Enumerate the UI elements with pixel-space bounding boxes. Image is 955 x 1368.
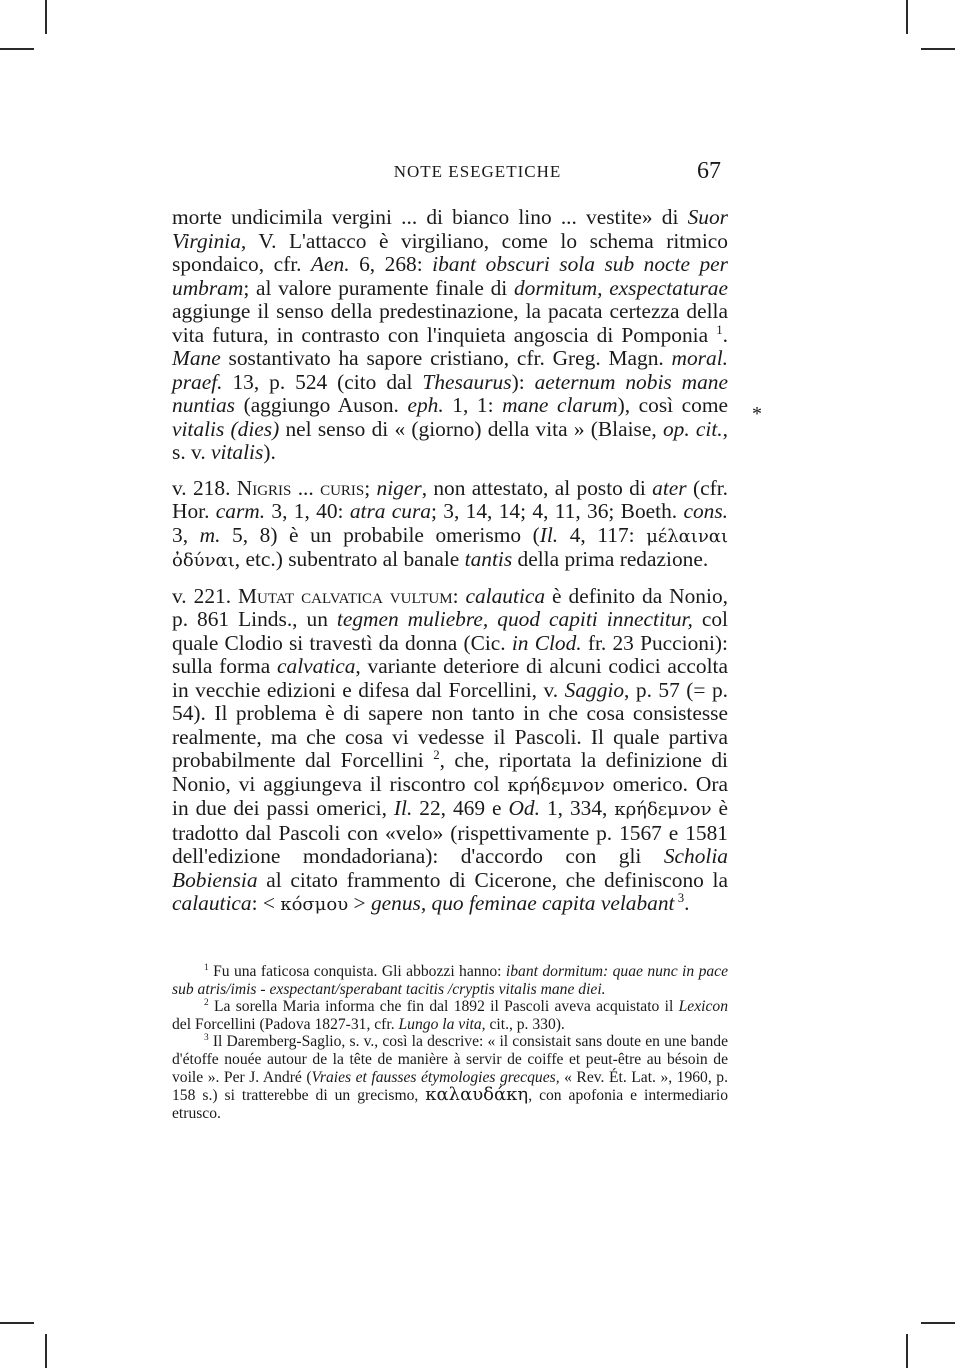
text-run: 4, 117: (558, 522, 647, 547)
page-number: 67 (697, 158, 721, 184)
italic-run: m. (199, 522, 221, 547)
italic-run: Saggio (564, 677, 625, 702)
paragraph-v221 (172, 585, 728, 917)
italic-run: calautica (465, 583, 546, 608)
italic-run: in Clod. (511, 630, 582, 655)
text-run: (aggiungo Auson. (235, 393, 408, 417)
footnote-ref-2[interactable]: 2 (433, 747, 440, 762)
footnote-ref-3[interactable]: 3 (674, 890, 685, 905)
italic-run: Il. (539, 522, 559, 547)
text-run: ). (263, 440, 276, 464)
footnotes (172, 963, 728, 1122)
italic-run: Od. (508, 796, 540, 820)
italic-run: Mane (172, 346, 221, 370)
text-run: ; al valore puramente finale di (243, 275, 514, 300)
italic-run: Thesaurus (422, 369, 512, 394)
text-run: V. L'attacco è virgiliano, come lo schema ritmico spondaico, cfr. (172, 228, 728, 276)
footnote-1 (172, 963, 728, 998)
italic-run: vitalis (211, 440, 264, 464)
lemma-nigris-curis: Nigris ... curis (236, 475, 365, 500)
italic-run: Lungo la vita, (398, 1015, 486, 1033)
text-run: : (452, 583, 466, 608)
text-run: 1, 334, (539, 796, 615, 820)
text-run: al citato frammento di Cicerone, che definiscono la (257, 867, 728, 892)
margin-asterisk: * (752, 403, 762, 425)
text-run: aggiunge il senso della predestinazione, la pacata certezza della vita futura, in contrasto con l'inquieta angoscia di Pomponia (172, 299, 728, 347)
italic-run: vitalis (dies) (172, 416, 280, 441)
text-run: , etc.) subentrato al banale (234, 547, 465, 571)
crop-mark-bottom-right (906, 1334, 908, 1368)
footnote-3 (172, 1033, 728, 1122)
text-run: omerico. Ora in due dei passi omerici, (172, 771, 728, 820)
crop-mark-top-left (45, 0, 47, 34)
text-run: , non attestato, al posto di (421, 475, 653, 500)
italic-run: carm. (215, 499, 266, 523)
footnote-number: 2 (204, 998, 209, 1008)
italic-run: Lexicon (678, 998, 728, 1016)
text-run: , p. 57 (= p. 54). Il problema è di sapere non tanto in che cosa consistesse realmente, ma che cosa vi vedesse il Pascoli. Il quale partiva probabilmente dal Forcellini (172, 677, 729, 772)
text-run: 13, p. 524 (cito dal (222, 369, 423, 394)
footnote-2 (172, 998, 728, 1033)
text-run: ; (364, 475, 377, 500)
italic-run: Aen. (310, 252, 350, 276)
text-run: . (684, 891, 690, 915)
footnote-ref-1[interactable]: 1 (716, 322, 723, 337)
italic-run: eph. (407, 393, 444, 417)
italic-run: ibant dormitum: quae nunc in pace sub atris/imis - exspectant/sperabant tacitis /cryptis vitalis mane diei. (172, 963, 729, 998)
italic-run: ibant obscuri sola sub nocte per umbram (172, 252, 728, 300)
crop-mark-top-right (906, 0, 908, 34)
italic-run: niger (376, 475, 422, 500)
text-run: καλαυδάκη (425, 1084, 529, 1106)
crop-mark-left-top (0, 48, 34, 50)
text-run: 5, 8) è un probabile omerismo ( (220, 522, 540, 547)
text-run: è tradotto dal Pascoli con «velo» (rispettivamente p. 1567 e 1581 dell'edizione mondadoriana): d'accordo con gli (172, 796, 728, 868)
crop-mark-left-bottom (0, 1322, 34, 1324)
text-run: 3, (172, 522, 200, 547)
italic-run: aeternum nobis mane nuntias (172, 369, 728, 417)
text-run: > (348, 891, 371, 915)
text-run: 1, 1: (443, 393, 503, 417)
footnote-number: 1 (204, 962, 209, 973)
text-run: del Forcellini (Padova 1827-31, cfr. (172, 1015, 399, 1033)
text-run: (cfr. Hor. (172, 475, 728, 523)
crop-mark-right-bottom (921, 1322, 955, 1324)
text-run: ), così come (617, 393, 728, 417)
text-run: 22, 469 e (412, 796, 509, 820)
text-run: 3, 1, 40: (265, 499, 350, 523)
paragraph-1 (172, 206, 728, 465)
paragraph-v218 (172, 477, 728, 573)
lemma-mutat-calvatica-vultum: Mutat calvatica vultum (238, 583, 453, 608)
text-run: col quale Clodio si travestì da donna (Cic. (172, 607, 728, 655)
crop-mark-bottom-left (45, 1334, 47, 1368)
text-run: μέλαιναι ὀδύναι (172, 525, 729, 571)
text-run: ): (511, 369, 535, 394)
text-run: κρήδεμνον (614, 799, 712, 820)
italic-run: mane clarum (502, 393, 618, 417)
crop-mark-right-top (921, 48, 955, 50)
text-run: , con apofonia e intermediario etrusco. (172, 1087, 728, 1122)
text-run: ; 3, 14, 14; 4, 11, 36; Boeth. (431, 499, 684, 523)
italic-run: genus, quo feminae capita velabant (370, 891, 675, 915)
text-run: « Rev. Ét. Lat. », 1960, p. 158 s.) si tratterebbe di un grecismo, (172, 1068, 728, 1105)
text-run: è definito da Nonio, p. 861 Linds., un (172, 583, 728, 631)
text-run: Fu una faticosa conquista. Gli abbozzi hanno: (208, 963, 506, 980)
italic-run: op. cit. (662, 416, 723, 441)
italic-run: Suor Virginia, (172, 205, 728, 253)
italic-run: Scholia Bobiensia (172, 844, 728, 892)
footnote-number: 3 (204, 1033, 209, 1044)
italic-run: moral. praef. (172, 346, 728, 394)
text-run: κρήδεμνον (507, 774, 605, 796)
text-run: , variante deteriore di alcuni codici accolta in vecchie edizioni e difesa dal Forcellini, v. (172, 654, 728, 702)
italic-run: calautica (172, 891, 252, 915)
text-run: La sorella Maria informa che fin dal 1892 il Pascoli aveva acquistato il (208, 998, 679, 1016)
text-run: fr. 23 Puccioni): sulla forma (172, 630, 728, 678)
italic-run: tantis (464, 547, 513, 571)
text-run: . (722, 322, 728, 347)
text-run: , che, riportata la definizione di Nonio, vi aggiungeva il riscontro col (172, 748, 728, 796)
text-run: sostantivato ha sapore cristiano, cfr. Greg. Magn. (220, 346, 672, 370)
text-run: 6, 268: (349, 252, 433, 276)
italic-run: calvatica (277, 654, 356, 678)
italic-run: dormitum, exspectaturae (513, 275, 728, 300)
italic-run: atra cura (349, 499, 432, 523)
commentary-body (172, 206, 728, 917)
text-run: κόσμου (280, 894, 349, 915)
text-run: : < (251, 891, 281, 915)
text-run: nel senso di « (giorno) della vita » (Blaise, (279, 416, 663, 441)
text-run: Il Daremberg-Saglio, s. v., così la descrive: « il consistait sans doute en une bande d'étoffe nouée autour de la tête de manière à servir de coiffe et peut-être au bésoin de voile ». Per J. André ( (172, 1033, 728, 1086)
italic-run: ater (652, 475, 687, 500)
text-run: v. 218. (172, 475, 237, 500)
italic-run: Il. (393, 796, 413, 820)
text-run: , s. v. (172, 416, 728, 464)
italic-run: Vraies et fausses étymologies grecques, (311, 1068, 560, 1086)
italic-run: cons. (683, 499, 729, 523)
running-title: NOTE ESEGETICHE (393, 162, 562, 181)
text-run: v. 221. (172, 583, 239, 608)
text-run: morte undicimila vergini ... di bianco lino ... vestite» di (172, 205, 688, 229)
italic-run: tegmen muliebre, quod capiti innectitur, (336, 607, 693, 631)
text-run: della prima redazione. (512, 547, 709, 571)
text-run: cit., p. 330). (485, 1015, 565, 1033)
